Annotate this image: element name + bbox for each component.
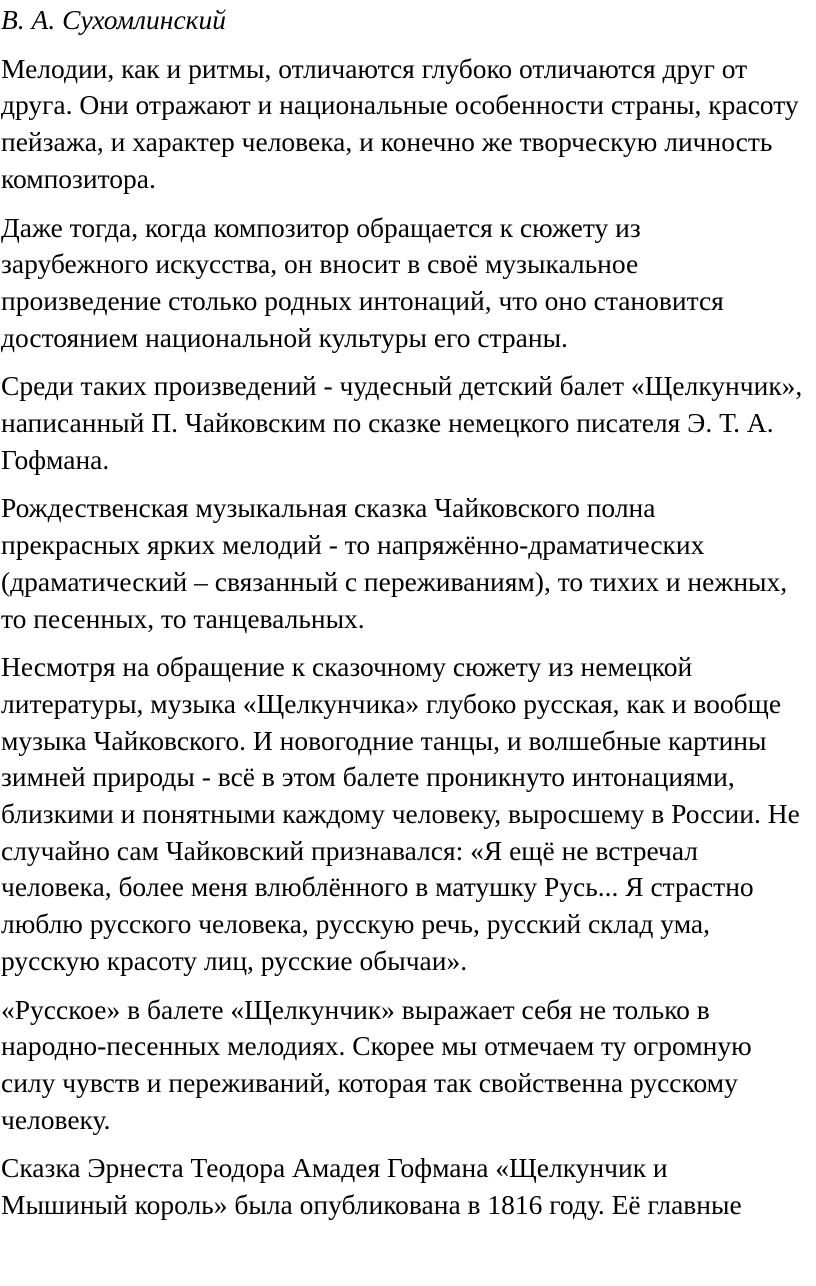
paragraph xyxy=(1,992,816,1139)
text-line: композитора. xyxy=(1,162,156,194)
text-line: Среди таких произведений - чудесный детский балет «Щелкунчик», xyxy=(1,370,803,402)
paragraph xyxy=(1,210,816,357)
text-line: Мелодии, как и ритмы, отличаются глубоко отличаются друг от xyxy=(1,52,748,84)
text-line: Даже тогда, когда композитор обращается к сюжету из xyxy=(1,211,641,243)
text-line: силу чувств и переживаний, которая так свойственна русскому xyxy=(1,1066,738,1098)
text-line: народно-песенных мелодиях. Скорее мы отмечаем ту огромную xyxy=(1,1030,752,1062)
text-line: человека, более меня влюблённого в матушку Русь... Я страстно xyxy=(1,871,754,903)
text-line: близкими и понятными каждому человеку, выросшему в России. Не xyxy=(1,798,800,830)
paragraph xyxy=(1,649,816,979)
paragraph xyxy=(1,51,816,198)
document-body xyxy=(1,51,816,1224)
paragraph xyxy=(1,368,816,478)
text-line: пейзажа, и характер человека, и конечно же творческую личность xyxy=(1,126,773,158)
text-line: литературы, музыка «Щелкунчика» глубоко русская, как и вообще xyxy=(1,687,782,719)
text-line: произведение столько родных интонаций, что оно становится xyxy=(1,284,724,316)
text-line: (драматический – связанный с переживаниям), то тихих и нежных, xyxy=(1,565,788,597)
text-line: человеку. xyxy=(1,1103,111,1135)
text-line: зарубежного искусства, он вносит в своё музыкальное xyxy=(1,248,639,280)
text-line: то песенных, то танцевальных. xyxy=(1,602,365,634)
text-line: Сказка Эрнеста Теодора Амадея Гофмана «Щелкунчик и xyxy=(1,1152,668,1184)
text-line: случайно сам Чайковский признавался: «Я ещё не встречал xyxy=(1,834,699,866)
text-line: люблю русского человека, русскую речь, русский склад ума, xyxy=(1,908,710,940)
text-line: Мышиный король» была опубликована в 1816 году. Её главные xyxy=(1,1189,742,1221)
text-line: русскую красоту лиц, русские обычаи». xyxy=(1,944,468,976)
text-line: достоянием национальной культуры его страны. xyxy=(1,321,568,353)
text-line: зимней природы - всё в этом балете проникнуто интонациями, xyxy=(1,761,735,793)
author-name: В. А. Сухомлинский xyxy=(1,4,227,35)
text-line: «Русское» в балете «Щелкунчик» выражает себя не только в xyxy=(1,993,710,1025)
text-line: музыка Чайковского. И новогодние танцы, и волшебные картины xyxy=(1,724,767,756)
text-line: Рождественская музыкальная сказка Чайковского полна xyxy=(1,492,656,524)
text-line: Гофмана. xyxy=(1,443,110,475)
text-line: Несмотря на обращение к сказочному сюжету из немецкой xyxy=(1,651,693,683)
paragraph xyxy=(1,490,816,637)
text-line: друга. Они отражают и национальные особенности страны, красоту xyxy=(1,89,799,121)
paragraph xyxy=(1,1150,816,1223)
text-line: написанный П. Чайковским по сказке немецкого писателя Э. Т. А. xyxy=(1,407,774,439)
text-line: прекрасных ярких мелодий - то напряжённо-драматических xyxy=(1,529,705,561)
